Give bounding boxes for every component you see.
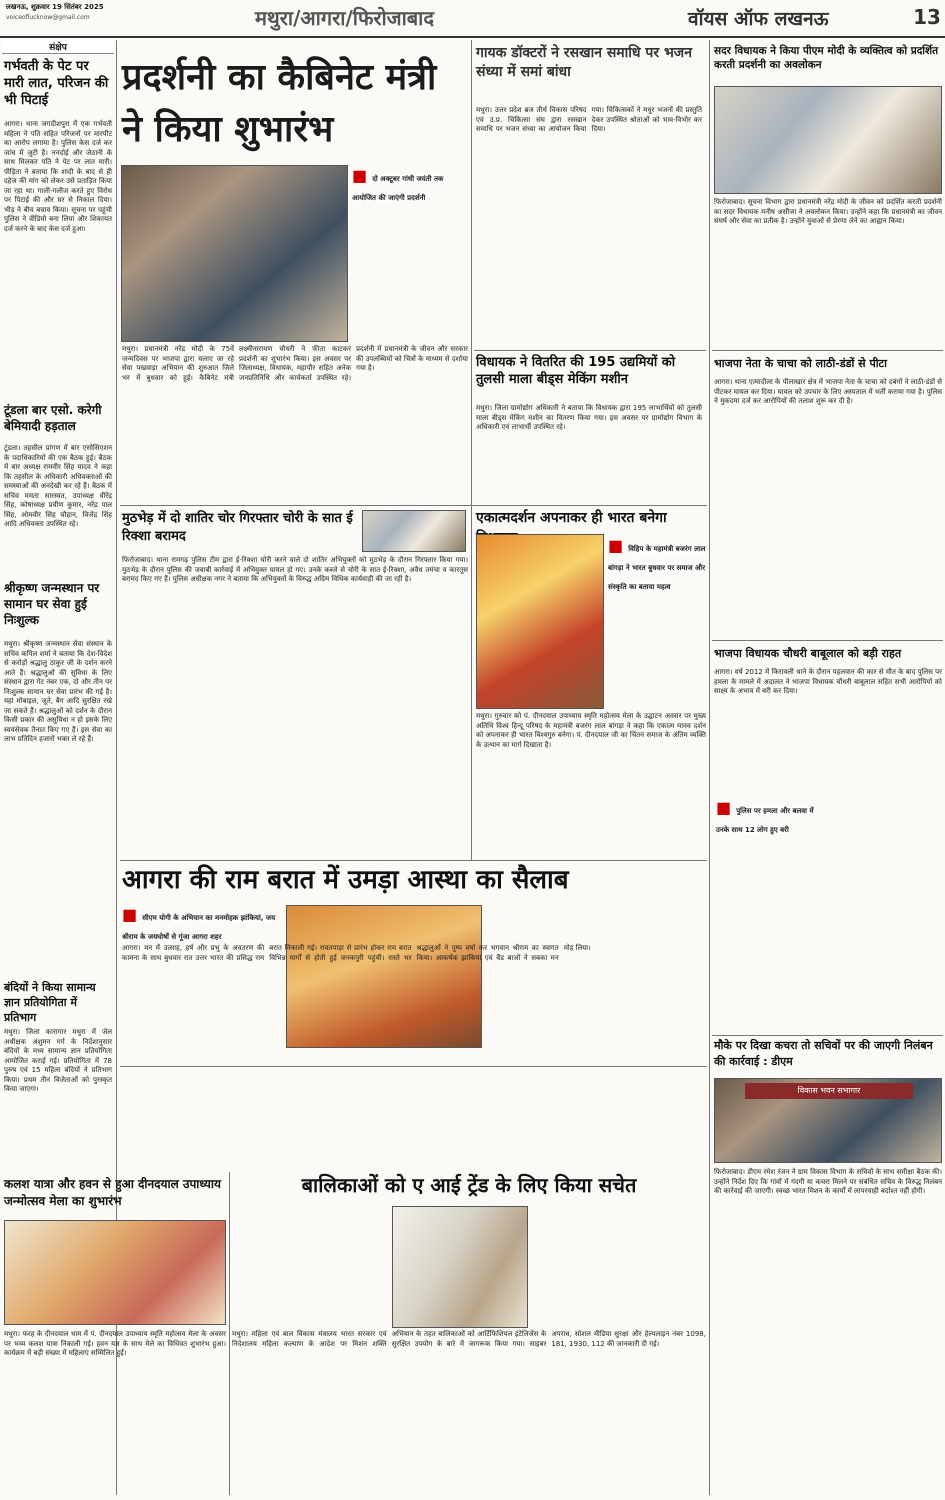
thieves-photo — [362, 510, 466, 552]
vishwaguru-photo — [476, 534, 604, 709]
vishwaguru-kicker — [608, 536, 706, 606]
kicker-bullet: ■ — [122, 905, 143, 924]
date-line: लखनऊ, शुक्रवार 19 सितंबर 2025 — [6, 3, 104, 11]
bhajan-body: मथुरा। उत्तर प्रदेश ब्रज तीर्थ विकास परिषद एवं उ.प्र. चिकित्सा संघ द्वारा रसखान समाधि पर भजन संध्या का आयोजन किया गया। चिकित्सकों ने मधुर भजनों की प्रस्तुति देकर उपस्थित श्रोताओं को भाव-विभोर कर दिया। — [476, 106, 702, 133]
kicker-text: पुलिस पर हमला और बलवा में उनके साथ 12 लोग हुए बरी — [716, 807, 814, 834]
kalash-headline: कलश यात्रा और हवन से हुआ दीनदयाल उपाध्याय जन्मोत्सव मेला का शुभारंभ — [4, 1177, 221, 1208]
bhajan-headline: गायक डॉक्टरों ने रसखान समाधि पर भजन संध्या में समां बांधा — [476, 45, 692, 80]
right-headline: भाजपा विधायक चौधरी बाबूलाल को बड़ी राहत — [714, 647, 902, 660]
vishwaguru-body: मथुरा। गुरुवार को पं. दीनदयाल उपाध्याय स्मृति महोत्सव मेला के उद्घाटन अवसर पर मुख्य अतिथि विश्व हिन्दू परिषद के महामंत्री बजरंग लाल बांगड़ा ने कहा कि एकात्म मानव दर्शन को अपनाकर ही भारत विश्वगुरु बनेगा। पं. दीनदयाल जी का चिंतन समाज के अंतिम व्यक्ति के उत्थान का मार्ग दिखाता है। — [476, 712, 706, 749]
right-body: आगरा। थाना एत्मादौला के पीलाखार क्षेत्र में भाजपा नेता के चाचा को दबंगों ने लाठी-डंडों से पीटकर घायल कर दिया। घायल को उपचार के लिए अस्पताल में भर्ती कराया गया है। पुलिस ने मुकदमा दर्ज कर आरोपियों की तलाश शुरू कर दी है। — [714, 378, 942, 405]
brief-body: आगरा। थाना जगदीशपुरा में एक गर्भवती महिला ने पति सहित परिजनों पर मारपीट का आरोप लगाया है। पुलिस केस दर्ज कर जांच में जुटी है। ननदोई और जेठानी के साथ मिलकर पति ने पेट पर लात मारी। पीड़िता ने बताया कि शादी के बाद से ही दहेज की मांग को लेकर उसे प्रताड़ित किया जा रहा था। गाली-गलौज करते हुए विरोध पर पिटाई की और घर से निकाल दिया। भीड़ ने बीच बचाव किया। सूचना पर पहुंची पुलिस ने वीडियो बना लिया और शिकायत दर्ज करने के बाद केस दर्ज हुआ। — [4, 120, 112, 233]
brief-body: मथुरा। श्रीकृष्ण जन्मस्थान सेवा संस्थान के सचिव कपिल शर्मा ने बताया कि देश-विदेश से करोड़ों श्रद्धालु ठाकुर जी के दर्शन करने आते हैं। श्रद्धालुओं की सुविधा के लिए संस्थान द्वारा गेट नंबर एक, दो और तीन पर निःशुल्क सामान घर सेवा प्रारंभ की गई है। यहां मोबाइल, जूते, बैग आदि सुरक्षित रखे जा सकते हैं। श्रद्धालुओं को दर्शन के दौरान किसी प्रकार की असुविधा न हो इसके लिए स्वयंसेवक तैनात किए गए हैं। इस सेवा का लाभ प्रतिदिन हजारों भक्त ले रहे हैं। — [4, 640, 112, 743]
brief-headline: गर्भवती के पेट पर मारी लात, परिजन की भी पिटाई — [4, 59, 109, 108]
ramleela-headline: आगरा की राम बरात में उमड़ा आस्था का सैलाब — [122, 865, 569, 895]
kicker-bullet: ■ — [352, 166, 373, 185]
right-kicker — [716, 798, 826, 834]
kicker-bullet: ■ — [608, 536, 629, 555]
brief-body: टूंडला। तहसील प्रांगण में बार एसोसिएशन के पदाधिकारियों की एक बैठक हुई। बैठक में बार अध्यक्ष रामवीर सिंह यादव ने कहा कि तहसील के अधिकारी अधिवक्ताओं की समस्याओं की अनदेखी कर रहे हैं। बैठक में सचिव ममता सारस्वत, उपाध्यक्ष वीरेंद्र सिंह, कोषाध्यक्ष प्रवीण कुमार, नरेंद्र पाल सिंह, ओमवीर सिंह चौहान, विजेंद्र सिंह आदि अधिवक्ता उपस्थित रहे। — [4, 444, 112, 528]
ramleela-body: आगरा। मन में उत्साह, हर्ष और प्रभु के अवतरण की कामना के साथ बुधवार रात उत्तर भारत की प्रसिद्ध राम बरात निकाली गई। रावतपाड़ा से प्रारंभ होकर राम बरात विभिन्न मार्गों से होती हुई जनकपुरी पहुंची। रास्ते भर श्रद्धालुओं ने पुष्प वर्षा कर भगवान श्रीराम का स्वागत किया। आकर्षक झांकियां एवं बैंड बाजों ने सबका मन मोह लिया। — [122, 944, 591, 962]
kalash-photo — [4, 1220, 226, 1325]
ai-body: मथुरा। महिला एवं बाल विकास मंत्रालय भारत सरकार एवं निदेशालय महिला कल्याण के आदेश पर मिशन शक्ति अभियान के तहत बालिकाओं को आर्टिफिशियल इंटेलिजेंस के सुरक्षित उपयोग के बारे में जागरूक किया गया। साइबर अपराध, सोशल मीडिया सुरक्षा और हेल्पलाइन नंबर 1098, 181, 1930, 112 की जानकारी दी गई। — [232, 1330, 706, 1348]
right-headline: भाजपा नेता के चाचा को लाठी-डंडों से पीटा — [714, 357, 887, 370]
right-photo — [714, 1078, 942, 1163]
thieves-body: फिरोजाबाद। थाना रामगढ़ पुलिस टीम द्वारा ई-रिक्शा चोरी करने वाले दो शातिर अभियुक्तों को मुठभेड़ के दौरान गिरफ्तार किया गया। मुठभेड़ के दौरान पुलिस की जवाबी कार्रवाई में अभियुक्त घायल हो गए। उनके कब्जे से चोरी के सात ई-रिक्शा, अवैध तमंचा व कारतूस बरामद किए गए हैं। पुलिस अधीक्षक नगर ने बताया कि अभियुक्तों के विरुद्ध अग्रिम विधिक कार्यवाही की जा रही है। — [122, 556, 468, 583]
tulsi-headline: विधायक ने वितरित की 195 उद्यमियों को तुलसी माला बीड्स मेकिंग मशीन — [476, 355, 676, 387]
brief-headline: श्रीकृष्ण जन्मस्थान पर सामान घर सेवा हुई निःशुल्क — [4, 581, 100, 627]
ai-headline: बालिकाओं को ए आई ट्रेंड के लिए किया सचेत — [301, 1173, 637, 1197]
right-photo — [714, 86, 942, 194]
masthead — [0, 0, 945, 36]
brand-name: वॉयस ऑफ लखनऊ — [688, 8, 829, 30]
ramleela-kicker — [122, 905, 282, 941]
kalash-body: मथुरा। फरह के दीनदयाल धाम में पं. दीनदयाल उपाध्याय स्मृति महोत्सव मेला के अवसर पर भव्य कलश यात्रा निकाली गई। हवन यज्ञ के साथ मेले का विधिवत शुभारंभ हुआ। कार्यक्रम में बड़ी संख्या में महिलाएं सम्मिलित हुईं। — [4, 1330, 226, 1357]
brief-body: मथुरा। जिला कारागार मथुरा में जेल अधीक्षक अंशुमन गर्ग के निर्देशानुसार बंदियों के मध्य सामान्य ज्ञान प्रतियोगिता आयोजित कराई गई। प्रतियोगिता में 78 पुरुष एवं 15 महिला बंदियों ने प्रतिभाग किया। प्रथम तीन विजेताओं को पुरस्कृत किया जाएगा। — [4, 1028, 112, 1093]
photo-sign: विकास भवन सभागार — [745, 1083, 913, 1099]
ai-photo — [392, 1206, 528, 1328]
brief-headline: बंदियों ने किया सामान्य ज्ञान प्रतियोगिता में प्रतिभाग — [4, 981, 96, 1024]
tulsi-body: मथुरा। जिला ग्रामोद्योग अधिकारी ने बताया कि विधायक द्वारा 195 लाभार्थियों को तुलसी माला बीड्स मेकिंग मशीन का वितरण किया गया। इस अवसर पर ग्रामोद्योग विभाग के अधिकारी एवं लाभार्थी उपस्थित रहे। — [476, 404, 702, 431]
brief-label: संक्षेप — [2, 40, 114, 54]
right-body: फिरोजाबाद। डीएम रमेश रंजन ने ग्राम विकास विभाग के सचिवों के साथ समीक्षा बैठक की। उन्होंने निर्देश दिए कि गांवों में गंदगी या कचरा मिलने पर संबंधित सचिव के विरुद्ध निलंबन की कार्रवाई की जाएगी। स्वच्छ भारत मिशन के कार्यों में लापरवाही बर्दाश्त नहीं होगी। — [714, 1168, 942, 1195]
lead-headline: प्रदर्शनी का कैबिनेट मंत्री ने किया शुभारंभ — [122, 57, 437, 150]
lead-photo — [121, 165, 348, 342]
right-body: आगरा। वर्ष 2012 में किरावली थाने के दौरान पहलवान की कार से मौत के बाद पुलिस पर हमला के मामले में अदालत ने भाजपा विधायक चौधरी बाबूलाल सहित सभी आरोपियों को साक्ष्य के अभाव में बरी कर दिया। — [714, 668, 942, 695]
vishwaguru-headline: एकात्मदर्शन अपनाकर ही भारत बनेगा — [476, 510, 667, 526]
kicker-text: सीएम योगी के अभियान का मनमोहक झांकियां, जय श्रीराम के जयघोषों से गूंजा आगरा शहर — [122, 914, 276, 941]
kicker-bullet: ■ — [716, 798, 737, 817]
right-headline: सदर विधायक ने किया पीएम मोदी के व्यक्तित्व को प्रदर्शित करती प्रदर्शनी का अवलोकन — [714, 45, 939, 71]
website: voiceoflucknow@gmail.com — [6, 14, 90, 21]
page-number: 13 — [913, 5, 941, 29]
lead-kicker — [352, 166, 468, 204]
right-body: फिरोजाबाद। सूचना विभाग द्वारा प्रधानमंत्री नरेंद्र मोदी के जीवन को प्रदर्शित करती प्रदर्शनी का सदर विधायक मनीष असीजा ने अवलोकन किया। उन्होंने कहा कि प्रधानमंत्री का जीवन संघर्ष और सेवा का प्रतीक है। उन्होंने युवाओं से प्रेरणा लेने का आह्वान किया। — [714, 198, 942, 225]
kicker-text: दो अक्टूबर गांधी जयंती तक आयोजित की जाएंगी प्रदर्शनी — [352, 175, 444, 202]
right-column — [712, 40, 943, 1495]
section-title: मथुरा/आगरा/फिरोजाबाद — [255, 6, 434, 30]
kicker-text: विहिप के महामंत्री बजरंग लाल बांगड़ा ने भारत बुधवार पर समाज और संस्कृति का बताया महत्व — [608, 545, 706, 591]
brief-headline: टूंडला बार एसो. करेगी बेमियादी हड़ताल — [4, 403, 102, 433]
lead-body: मथुरा। प्रधानमंत्री नरेंद्र मोदी के 75वें जन्मदिवस पर भाजपा द्वारा चलाए जा रहे सेवा पखवाड़ा अभियान की शुरुआत जिले भर में बुधवार को हुई। कैबिनेट मंत्री लक्ष्मीनारायण चौधरी ने फीता काटकर प्रदर्शनी का शुभारंभ किया। इस अवसर पर जिलाध्यक्ष, विधायक, महापौर सहित अनेक जनप्रतिनिधि और कार्यकर्ता उपस्थित रहे। प्रदर्शनी में प्रधानमंत्री के जीवन और सरकार की उपलब्धियों को चित्रों के माध्यम से दर्शाया गया है। — [122, 345, 468, 382]
thieves-headline: मुठभेड़ में दो शातिर चोर गिरफ्तार चोरी के सात ई रिक्शा बरामद — [122, 511, 353, 544]
right-headline: मौके पर दिखा कचरा तो सचिवों पर की जाएगी निलंबन की कार्रवाई : डीएम — [714, 1039, 933, 1068]
